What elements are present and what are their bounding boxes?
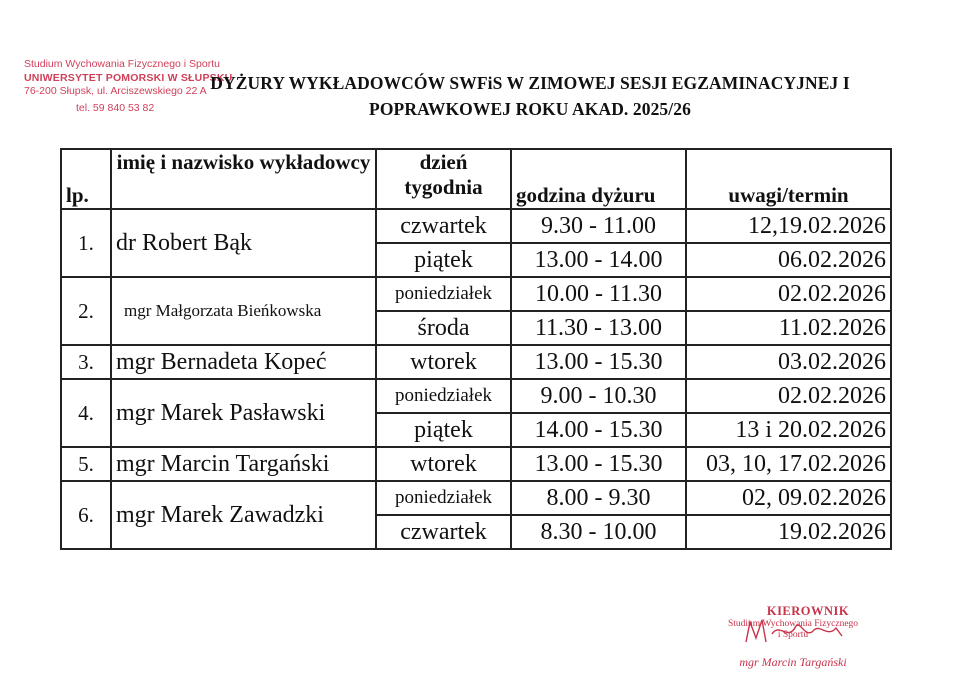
duty-hours: 13.00 - 14.00 <box>511 243 686 277</box>
stamp-line: Studium Wychowania Fizycznego i Sportu <box>24 58 220 70</box>
duty-hours: 9.30 - 11.00 <box>511 209 686 243</box>
duty-dates: 06.02.2026 <box>686 243 891 277</box>
header-note: uwagi/termin <box>686 149 891 209</box>
duty-hours: 8.00 - 9.30 <box>511 481 686 515</box>
weekday: piątek <box>376 413 511 447</box>
title-line-1: DYŻURY WYKŁADOWCÓW SWFiS W ZIMOWEJ SESJI EGZAMINACYJNEJ I <box>210 73 850 93</box>
table-row <box>61 379 891 413</box>
handwritten-signature <box>740 612 850 652</box>
duty-hours: 14.00 - 15.30 <box>511 413 686 447</box>
row-number: 4. <box>61 379 111 447</box>
duty-dates: 02, 09.02.2026 <box>686 481 891 515</box>
title-line-2: POPRAWKOWEJ ROKU AKAD. 2025/26 <box>369 99 691 119</box>
duty-dates: 02.02.2026 <box>686 277 891 311</box>
duty-hours: 13.00 - 15.30 <box>511 447 686 481</box>
lecturer-name: dr Robert Bąk <box>111 209 376 277</box>
weekday: piątek <box>376 243 511 277</box>
stamp-address: 76-200 Słupsk, ul. Arciszewskiego 22 A <box>24 85 207 97</box>
document-title <box>200 70 860 122</box>
stamp-university: UNIWERSYTET POMORSKI W SŁUPSKU <box>24 71 233 84</box>
lecturer-name: mgr Bernadeta Kopeć <box>111 345 376 379</box>
lecturer-name: mgr Marek Zawadzki <box>111 481 376 549</box>
duty-dates: 03.02.2026 <box>686 345 891 379</box>
row-number: 6. <box>61 481 111 549</box>
weekday: środa <box>376 311 511 345</box>
row-number: 5. <box>61 447 111 481</box>
duty-dates: 11.02.2026 <box>686 311 891 345</box>
duty-dates: 19.02.2026 <box>686 515 891 549</box>
table-header-row <box>61 149 891 209</box>
duty-hours: 10.00 - 11.30 <box>511 277 686 311</box>
lecturer-name: mgr Małgorzata Bieńkowska <box>111 277 376 345</box>
table-row <box>61 209 891 243</box>
duty-hours: 13.00 - 15.30 <box>511 345 686 379</box>
signature-unit-sport: i Sportu <box>777 630 809 640</box>
lecturer-name: mgr Marek Pasławski <box>111 379 376 447</box>
signature-role: KIEROWNIK <box>766 604 850 618</box>
stamp-phone: tel. 59 840 53 82 <box>76 101 155 114</box>
duty-dates: 02.02.2026 <box>686 379 891 413</box>
table-row <box>61 277 891 311</box>
weekday: wtorek <box>376 345 511 379</box>
row-number: 2. <box>61 277 111 345</box>
header-hour: godzina dyżuru <box>511 149 686 209</box>
signature-unit: Studium Wychowania Fizycznego <box>727 619 859 629</box>
header-lp: lp. <box>61 149 111 209</box>
duty-dates: 13 i 20.02.2026 <box>686 413 891 447</box>
duty-table <box>60 148 892 550</box>
duty-dates: 03, 10, 17.02.2026 <box>686 447 891 481</box>
header-name: imię i nazwisko wykładowcy <box>111 149 376 209</box>
row-number: 1. <box>61 209 111 277</box>
duty-hours: 9.00 - 10.30 <box>511 379 686 413</box>
duty-dates: 12,19.02.2026 <box>686 209 891 243</box>
signature-name: mgr Marcin Targański <box>739 655 847 669</box>
table-row <box>61 345 891 379</box>
weekday: wtorek <box>376 447 511 481</box>
weekday: czwartek <box>376 515 511 549</box>
header-day: dzień tygodnia <box>376 149 511 209</box>
row-number: 3. <box>61 345 111 379</box>
weekday: czwartek <box>376 209 511 243</box>
weekday: poniedziałek <box>376 481 511 515</box>
duty-hours: 8.30 - 10.00 <box>511 515 686 549</box>
weekday: poniedziałek <box>376 379 511 413</box>
lecturer-name: mgr Marcin Targański <box>111 447 376 481</box>
weekday: poniedziałek <box>376 277 511 311</box>
table-row <box>61 447 891 481</box>
duty-hours: 11.30 - 13.00 <box>511 311 686 345</box>
table-row <box>61 481 891 515</box>
signature-stamp <box>718 604 868 670</box>
